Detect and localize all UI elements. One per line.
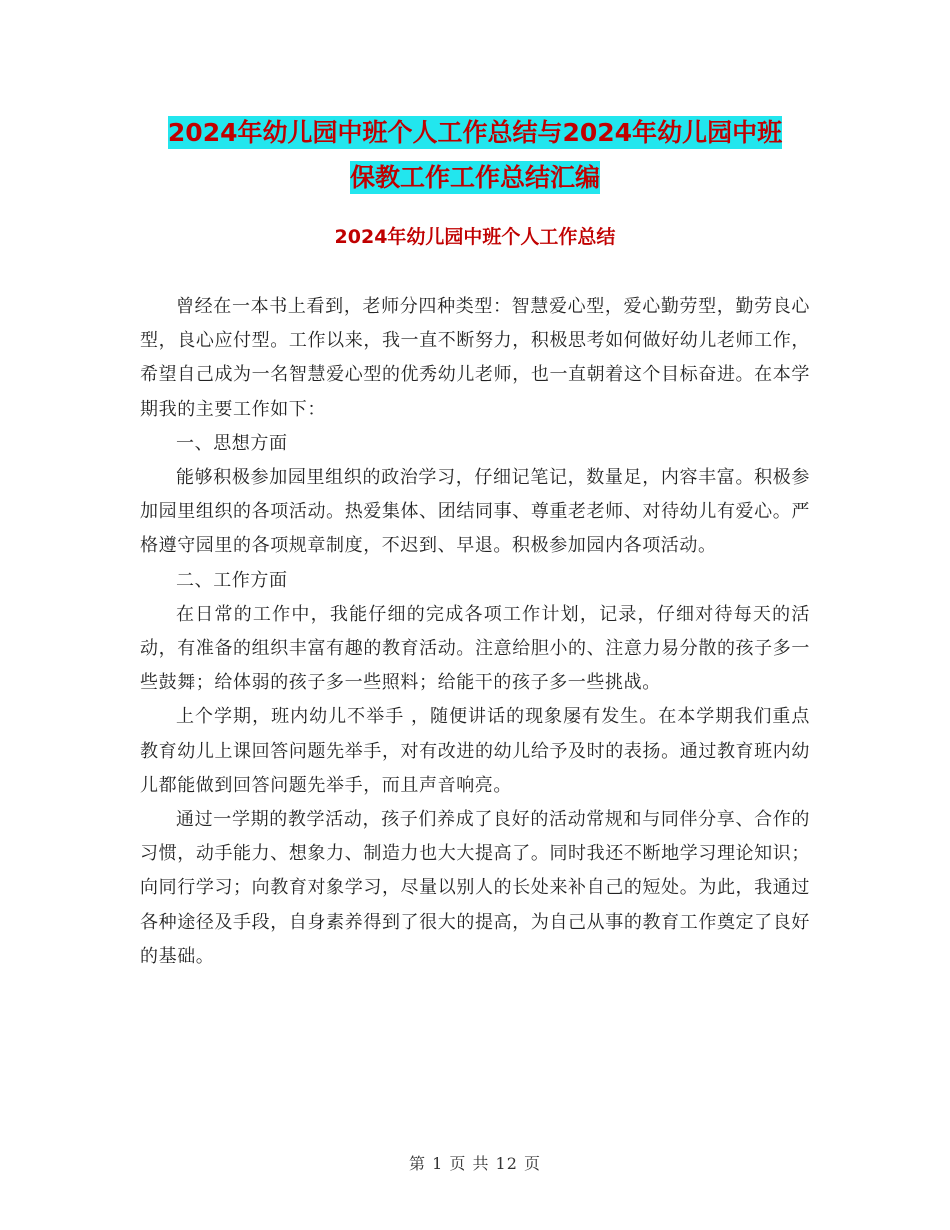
- document-title-line-2: 保教工作工作总结汇编: [349, 163, 600, 192]
- paragraph-work-daily: 在日常的工作中，我能仔细的完成各项工作计划，记录，仔细对待每天的活动，有准备的组织丰富有趣的教育活动。注意给胆小的、注意力易分散的孩子多一些鼓舞；给体弱的孩子多一些照料；给能干的孩子多一些挑战。: [140, 603, 810, 694]
- document-title: [0, 110, 950, 200]
- document-body: [140, 290, 810, 974]
- document-title-line-1: 2024年幼儿园中班个人工作总结与2024年幼儿园中班: [167, 118, 783, 147]
- paragraph-work-results: 通过一学期的教学活动，孩子们养成了良好的活动常规和与同伴分享、合作的习惯，动手能力、想象力、制造力也大大提高了。同时我还不断地学习理论知识；向同行学习；向教育对象学习，尽量以别人的长处来补自己的短处。为此，我通过各种途径及手段，自身素养得到了很大的提高，为自己从事的教育工作奠定了良好的基础。: [140, 809, 810, 967]
- paragraph-work-hands: 上个学期，班内幼儿不举手 ，随便讲话的现象屡有发生。在本学期我们重点教育幼儿上课回答问题先举手，对有改进的幼儿给予及时的表扬。通过教育班内幼儿都能做到回答问题先举手，而且声音响亮。: [140, 706, 810, 796]
- paragraph-intro: 曾经在一本书上看到，老师分四种类型：智慧爱心型，爱心勤劳型，勤劳良心型，良心应付型。工作以来，我一直不断努力，积极思考如何做好幼儿老师工作，希望自己成为一名智慧爱心型的优秀幼儿老师，也一直朝着这个目标奋进。在本学期我的主要工作如下：: [140, 296, 810, 420]
- section-title: 2024年幼儿园中班个人工作总结: [334, 226, 616, 248]
- heading-thought: 一、思想方面: [176, 432, 288, 454]
- paragraph-thought: 能够积极参加园里组织的政治学习，仔细记笔记，数量足，内容丰富。积极参加园里组织的各项活动。热爱集体、团结同事、尊重老老师、对待幼儿有爱心。严格遵守园里的各项规章制度，不迟到、早退。积极参加园内各项活动。: [140, 467, 810, 557]
- page-footer: 第 1 页 共 12 页: [409, 1154, 541, 1173]
- heading-work: 二、工作方面: [176, 569, 288, 591]
